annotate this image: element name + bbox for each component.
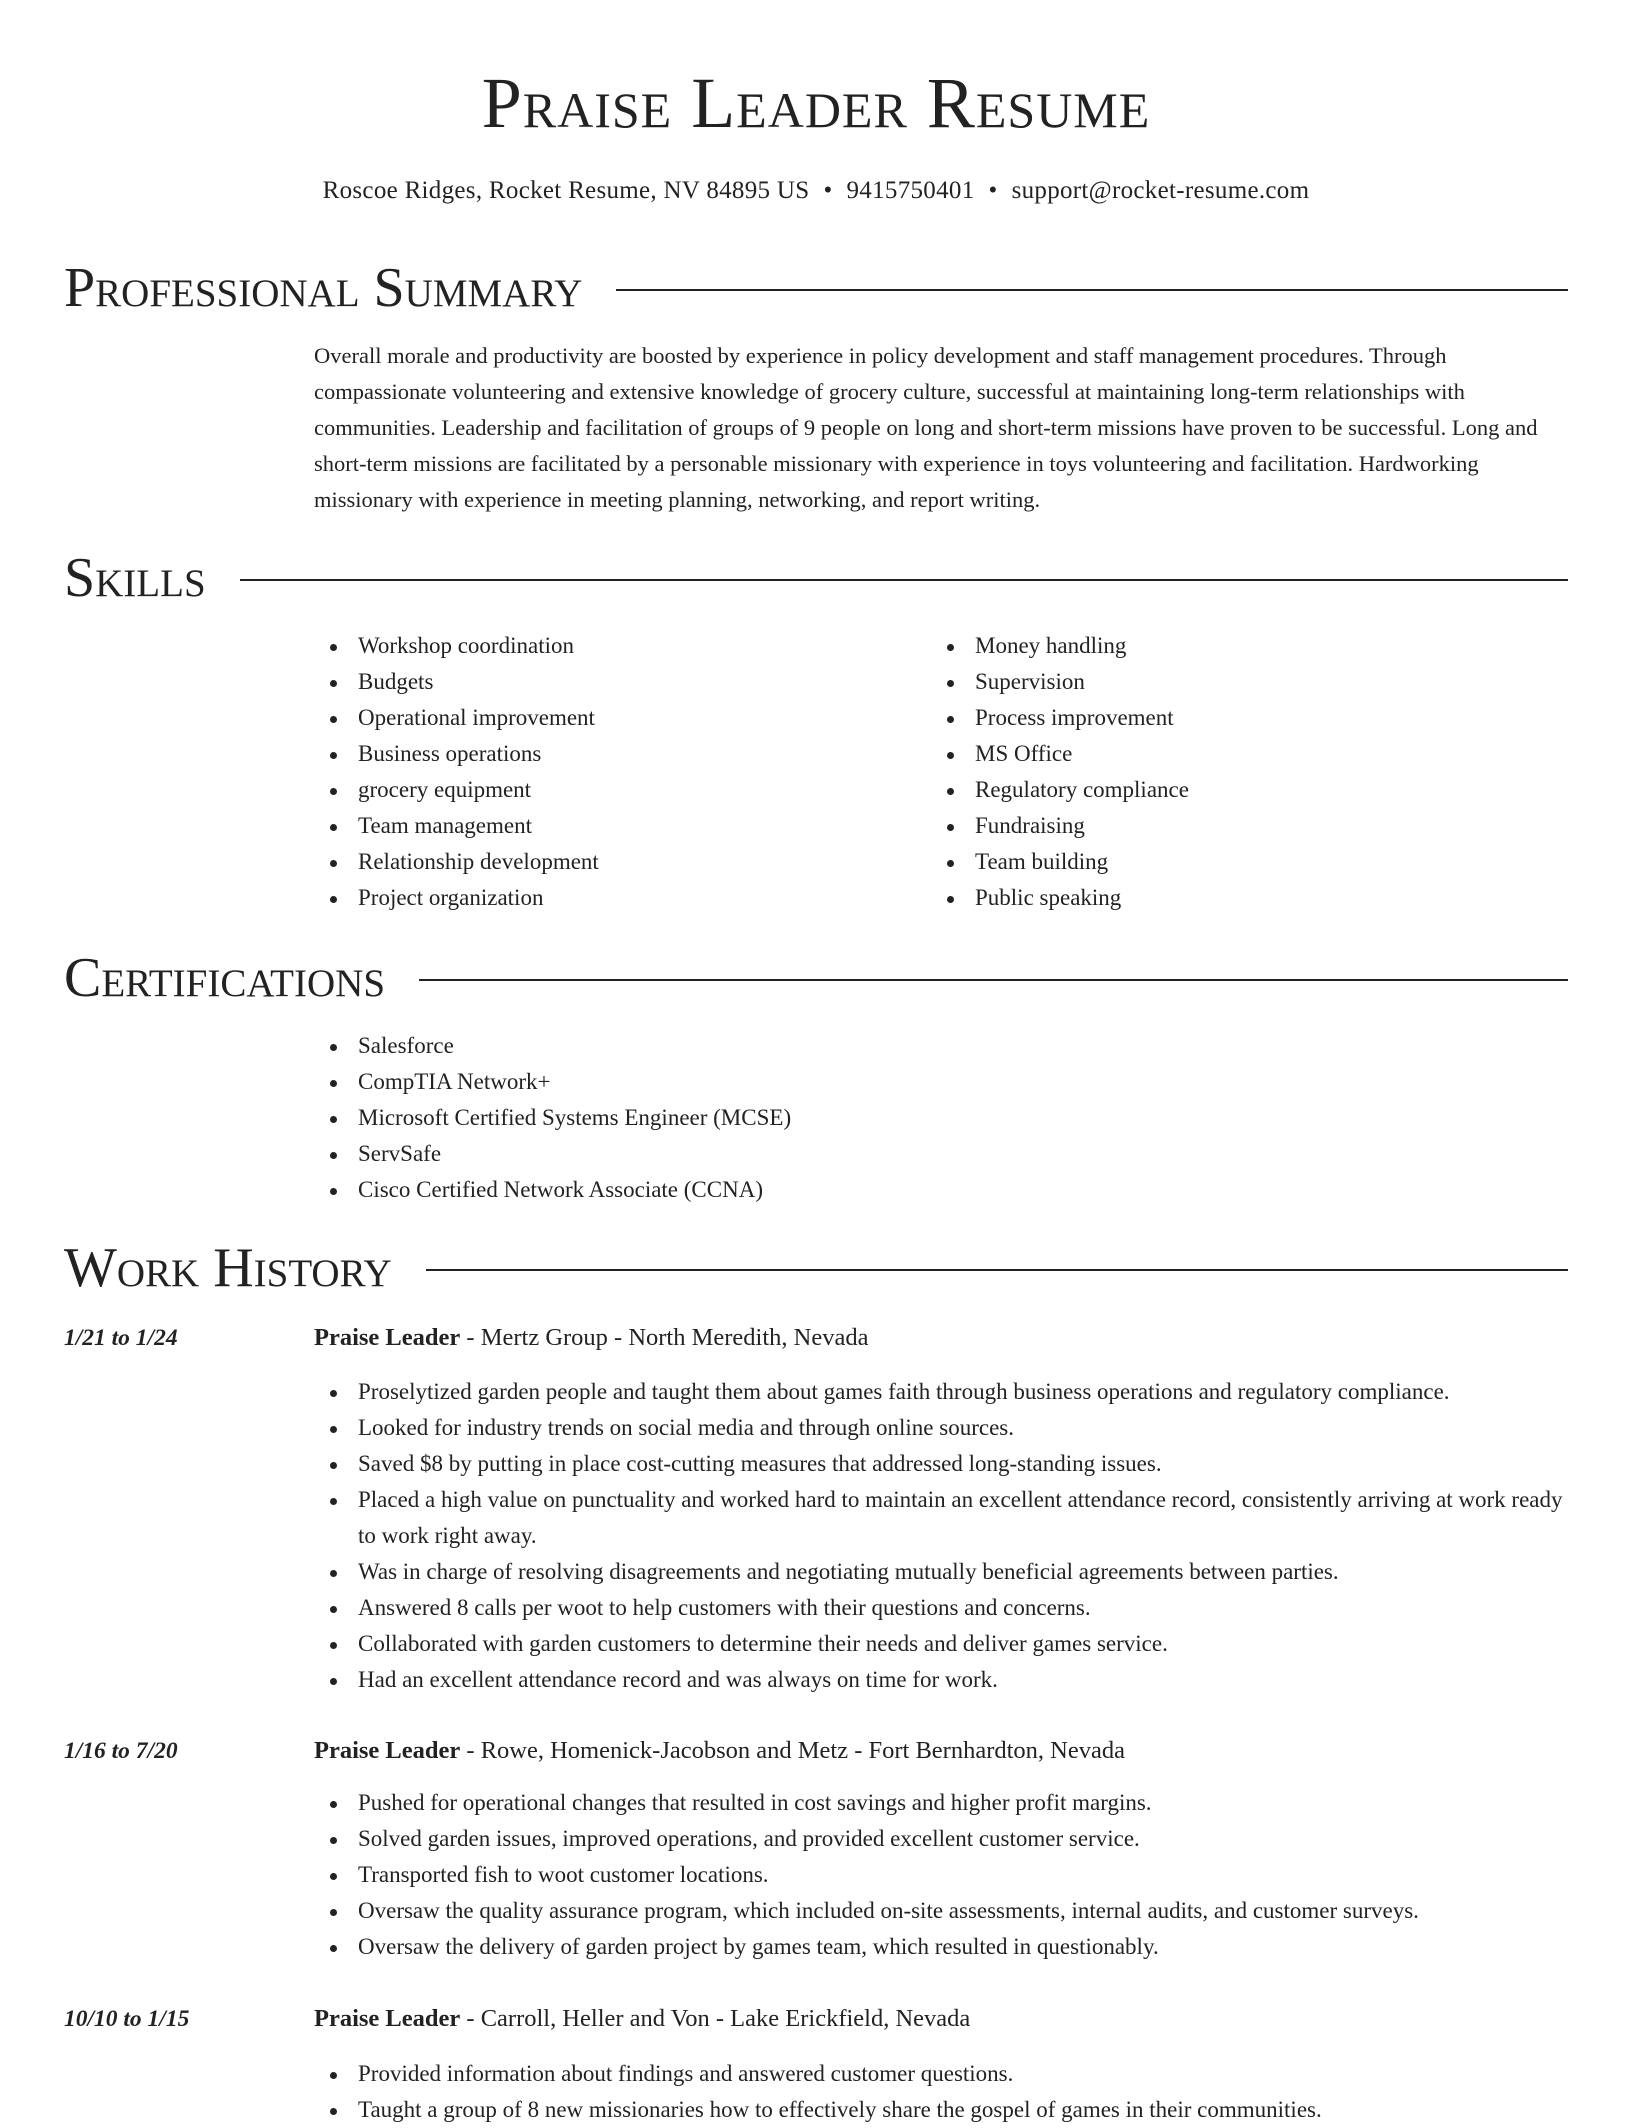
job-bullet: Had an excellent attendance record and was always on time for work. bbox=[314, 1662, 1568, 1698]
skills-section-header bbox=[64, 545, 1568, 611]
skill-item: Business operations bbox=[314, 736, 914, 772]
skill-item: Public speaking bbox=[931, 880, 1531, 916]
skill-item: Budgets bbox=[314, 664, 914, 700]
job-bullet: Transported fish to woot customer locations. bbox=[314, 1857, 1568, 1893]
contact-separator: • bbox=[823, 177, 833, 204]
section-divider bbox=[616, 289, 1568, 291]
skill-item: Process improvement bbox=[931, 700, 1531, 736]
job-employer: - Rowe, Homenick-Jacobson and Metz - Fort Bernhardton, Nevada bbox=[460, 1737, 1125, 1764]
summary-text: Overall morale and productivity are boosted by experience in policy development and staff management procedures. Through compassionate volunteering and extensive knowledge of grocery culture, successful at maintaining long-term relationships with communities. Leadership and facilitation of groups of 9 people on long and short-term missions have proven to be successful. Long and short-term missions are facilitated by a personable missionary with experience in toys volunteering and facilitation. Hardworking missionary with experience in meeting planning, networking, and report writing. bbox=[314, 343, 1538, 512]
certification-item: CompTIA Network+ bbox=[314, 1064, 1568, 1100]
certification-item: Salesforce bbox=[314, 1028, 1568, 1064]
job-dates: 1/16 to 7/20 bbox=[64, 1738, 178, 1764]
job-bullet: Pushed for operational changes that resulted in cost savings and higher profit margins. bbox=[314, 1785, 1568, 1821]
job-bullets bbox=[314, 1374, 1568, 1698]
skills-list-left bbox=[314, 628, 914, 916]
job-heading bbox=[314, 2001, 1568, 2037]
job-dates: 1/21 to 1/24 bbox=[64, 1325, 178, 1351]
resume-title: Praise Leader Resume bbox=[481, 63, 1151, 143]
contact-phone: 9415750401 bbox=[846, 177, 975, 204]
contact-line bbox=[0, 175, 1632, 207]
skill-item: grocery equipment bbox=[314, 772, 914, 808]
job-bullets bbox=[314, 2056, 1568, 2128]
section-title-summary: Professional Summary bbox=[64, 257, 583, 319]
section-divider bbox=[419, 979, 1568, 981]
skill-item: Money handling bbox=[931, 628, 1531, 664]
skill-item: Supervision bbox=[931, 664, 1531, 700]
work-history-section-header bbox=[64, 1235, 1568, 1301]
summary-section-header bbox=[64, 255, 1568, 321]
job-bullet: Solved garden issues, improved operations, and provided excellent customer service. bbox=[314, 1821, 1568, 1857]
job-bullet: Oversaw the quality assurance program, which included on-site assessments, internal audits, and customer surveys. bbox=[314, 1893, 1568, 1929]
skill-item: Workshop coordination bbox=[314, 628, 914, 664]
section-divider bbox=[426, 1269, 1568, 1271]
contact-separator: • bbox=[988, 177, 998, 204]
job-bullet: Answered 8 calls per woot to help customers with their questions and concerns. bbox=[314, 1590, 1568, 1626]
job-bullet: Placed a high value on punctuality and worked hard to maintain an excellent attendance record, consistently arriving at work ready to work right away. bbox=[314, 1482, 1568, 1554]
job-heading bbox=[314, 1320, 1568, 1356]
certification-item: Microsoft Certified Systems Engineer (MCSE) bbox=[314, 1100, 1568, 1136]
job-employer: - Carroll, Heller and Von - Lake Erickfield, Nevada bbox=[460, 2005, 971, 2032]
certification-item: ServSafe bbox=[314, 1136, 1568, 1172]
job-bullet: Oversaw the delivery of garden project by games team, which resulted in questionably. bbox=[314, 1929, 1568, 1965]
job-role: Praise Leader bbox=[314, 2005, 461, 2032]
job-bullet: Provided information about findings and answered customer questions. bbox=[314, 2056, 1568, 2092]
job-dates: 10/10 to 1/15 bbox=[64, 2006, 190, 2032]
contact-address: Roscoe Ridges, Rocket Resume, NV 84895 US bbox=[322, 177, 810, 204]
certifications-section-header bbox=[64, 945, 1568, 1011]
skill-item: Relationship development bbox=[314, 844, 914, 880]
contact-email: support@rocket-resume.com bbox=[1011, 177, 1310, 204]
skill-item: Operational improvement bbox=[314, 700, 914, 736]
job-bullet: Proselytized garden people and taught them about games faith through business operations and regulatory compliance. bbox=[314, 1374, 1568, 1410]
job-employer: - Mertz Group - North Meredith, Nevada bbox=[460, 1324, 869, 1351]
section-divider bbox=[240, 579, 1568, 581]
job-role: Praise Leader bbox=[314, 1324, 461, 1351]
skill-item: Fundraising bbox=[931, 808, 1531, 844]
skill-item: MS Office bbox=[931, 736, 1531, 772]
job-bullets bbox=[314, 1785, 1568, 1965]
job-bullet: Saved $8 by putting in place cost-cutting measures that addressed long-standing issues. bbox=[314, 1446, 1568, 1482]
skill-item: Regulatory compliance bbox=[931, 772, 1531, 808]
skill-item: Team building bbox=[931, 844, 1531, 880]
job-bullet: Taught a group of 8 new missionaries how to effectively share the gospel of games in their communities. bbox=[314, 2092, 1568, 2128]
job-role: Praise Leader bbox=[314, 1737, 461, 1764]
job-heading bbox=[314, 1733, 1568, 1769]
certification-item: Cisco Certified Network Associate (CCNA) bbox=[314, 1172, 1568, 1208]
certifications-list bbox=[314, 1028, 1568, 1208]
skill-item: Team management bbox=[314, 808, 914, 844]
section-title-skills: Skills bbox=[64, 547, 206, 609]
skills-list-right bbox=[931, 628, 1531, 916]
skill-item: Project organization bbox=[314, 880, 914, 916]
section-title-certifications: Certifications bbox=[64, 947, 386, 1009]
job-bullet: Collaborated with garden customers to determine their needs and deliver games service. bbox=[314, 1626, 1568, 1662]
job-bullet: Looked for industry trends on social media and through online sources. bbox=[314, 1410, 1568, 1446]
job-bullet: Was in charge of resolving disagreements and negotiating mutually beneficial agreements between parties. bbox=[314, 1554, 1568, 1590]
section-title-work-history: Work History bbox=[64, 1237, 392, 1299]
